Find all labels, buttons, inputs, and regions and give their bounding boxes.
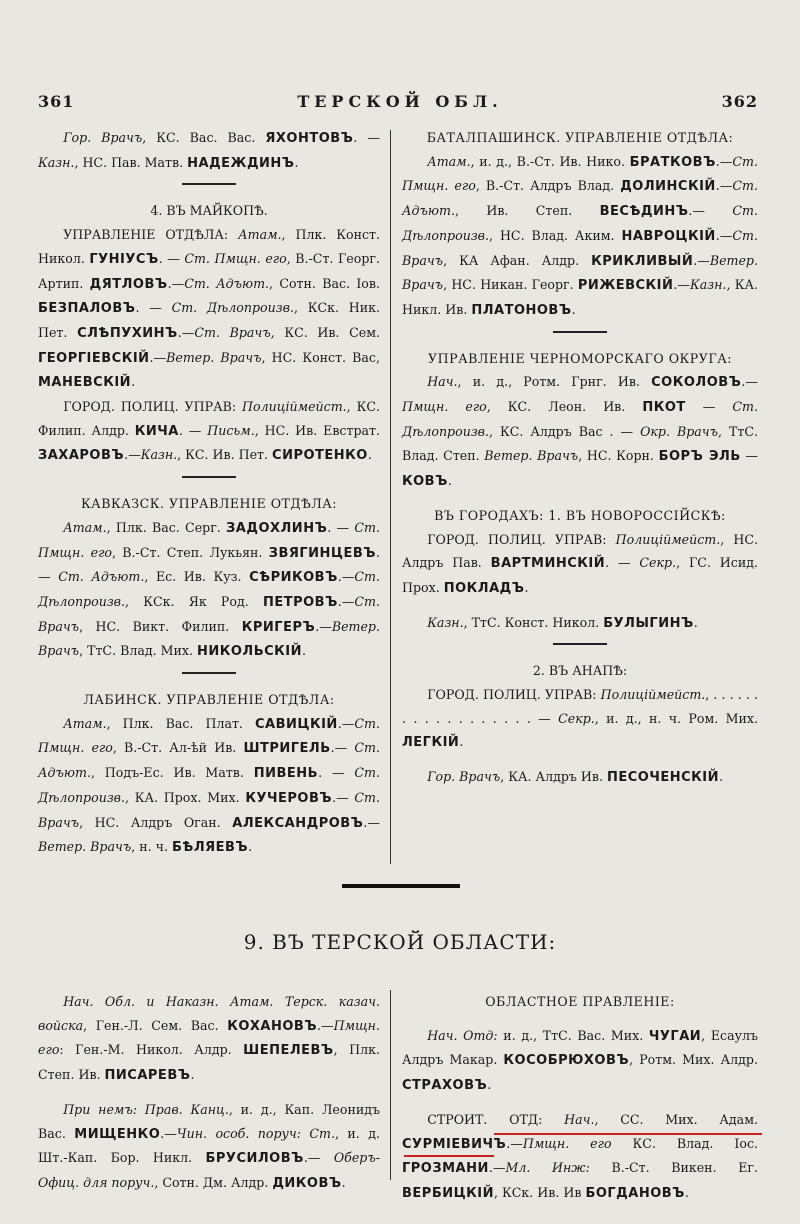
section-heading: 2. ВЪ АНАПѢ:: [532, 663, 628, 679]
paragraph: Атам., и. д., В.-Ст. Ив. Нико. БРАТКОВЪ.—Ст. Пмщн. его, В.-Ст. Алдръ Влад. ДОЛИНСКІЙ.—Ст. Адъют., Ив. Степ. ВЕСѢДИНЪ.— Ст. Дѣлопроизв., НС. Влад. Аким. НАВРОЦКІЙ.—Ст. Врачъ, КА Афан. Алдр. КРИКЛИВЫЙ.—Ветер. Врачъ, НС. Никан. Георг. РИЖЕВСКІЙ.—Казн., КА. Никл. Ив. ПЛАТОНОВЪ.: [402, 153, 759, 318]
red-underline: [494, 1133, 762, 1135]
section-heading: БАТАЛПАШИНСК. УПРАВЛЕНІЕ ОТДѢЛА:: [426, 130, 734, 145]
section-separator: [553, 643, 607, 645]
section-heading: 4. ВЪ МАЙКОПѢ.: [150, 203, 268, 219]
red-underline: [404, 1155, 494, 1157]
section-separator: [182, 476, 236, 478]
paragraph: Нач. Отд: и. д., ТтС. Вас. Мих. ЧУГАИ, Есаулъ Алдръ Макар. КОСОБРЮХОВЪ, Ротм. Мих. Алдр. СТРАХОВЪ.: [402, 1027, 758, 1094]
right-page-number: 362: [721, 92, 758, 111]
section-heading: ЛАБИНСК. УПРАВЛЕНІЕ ОТДѢЛА:: [83, 692, 335, 708]
column-divider: [390, 990, 391, 1180]
paragraph: Гор. Врачъ, КС. Вас. Вас. ЯХОНТОВЪ. — Казн., НС. Пав. Матв. НАДЕЖДИНЪ.: [38, 130, 380, 171]
paragraph: Нач. Обл. и Наказн. Атам. Терск. казач. войска, Ген.-Л. Сем. Вас. КОХАНОВЪ.—Пмщн. его: Ген.-М. Никол. Алдр. ШЕПЕЛЕВЪ, Плк. Степ. Ив. ПИСАРЕВЪ.: [38, 994, 380, 1084]
paragraph: Атам., Плк. Вас. Серг. ЗАДОХЛИНЪ. — Ст. Пмщн. его, В.-Ст. Степ. Лукьян. ЗВЯГИНЦЕВЪ. — Ст. Адъют., Ес. Ив. Куз. СѢРИКОВЪ.—Ст. Дѣлопроизв., КСк. Як Род. ПЕТРОВЪ.—Ст. Врачъ, НС. Викт. Филип. КРИГЕРЪ.—Ветер. Врачъ, ТтС. Влад. Мих. НИКОЛЬСКІЙ.: [38, 519, 380, 660]
section-heading: КАВКАЗСК. УПРАВЛЕНІЕ ОТДѢЛА:: [80, 496, 338, 512]
paragraph: Атам., Плк. Вас. Плат. САВИЦКІЙ.—Ст. Пмщн. его, В.-Ст. Ал-ѣй Ив. ШТРИГЕЛЬ.— Ст. Адъют., Подъ-Ес. Ив. Матв. ПИВЕНЬ. — Ст. Дѣлопроизв., КА. Прох. Мих. КУЧЕРОВЪ.— Ст. Врачъ, НС. Алдръ Оган. АЛЕКСАНДРОВЪ.—Ветер. Врачъ, н. ч. БѢЛЯЕВЪ.: [38, 715, 380, 856]
paragraph: УПРАВЛЕНІЕ ОТДѢЛА: Атам., Плк. Конст. Никол. ГУНІУСЪ. — Ст. Пмщн. его, В.-Ст. Георг. Артип. ДЯТЛОВЪ.—Ст. Адъют., Сотн. Вас. Іов. БЕЗПАЛОВЪ. — Ст. Дѣлопроизв., КСк. Ник. Пет. СЛѢПУХИНЪ.—Ст. Врачъ, КС. Ив. Сем. ГЕОРГІЕВСКІЙ.—Ветер. Врачъ, НС. Конст. Вас, МАНЕВСКІЙ.: [38, 227, 380, 391]
section-title: 9. ВЪ ТЕРСКОЙ ОБЛАСТИ:: [243, 930, 557, 954]
major-separator: [342, 884, 460, 888]
left-column-bottom: [38, 990, 380, 1196]
section-separator: [182, 672, 236, 674]
column-divider: [390, 130, 391, 864]
paragraph: ГОРОД. ПОЛИЦ. УПРАВ: Полиціймейст., . . . . . . . . . . . . . . . . . . — Секр., и. д., н. ч. Ром. Мих. ЛЕГКІЙ.: [402, 687, 759, 751]
paragraph: Нач., и. д., Ротм. Грнг. Ив. СОКОЛОВЪ.— Пмщн. его, КС. Леон. Ив. ПКОТ — Ст. Дѣлопроизв., КС. Алдръ Вас . — Окр. Врачъ, ТтС. Влад. Степ. Ветер. Врачъ, НС. Корн. БОРЪ ЭЛЬ — КОВЪ.: [402, 374, 759, 490]
left-page-number: 361: [38, 92, 75, 111]
paragraph: ГОРОД. ПОЛИЦ. УПРАВ: Полиціймейст., КС. Филип. Алдр. КИЧА. — Письм., НС. Ив. Евстрат. ЗАХАРОВЪ.—Казн., КС. Ив. Пет. СИРОТЕНКО.: [38, 399, 380, 464]
section-separator: [553, 331, 607, 333]
paragraph: Казн., ТтС. Конст. Никол. БУЛЫГИНЪ.: [427, 614, 698, 631]
section-heading: ВЪ ГОРОДАХЪ: 1. ВЪ НОВОРОССІЙСКѢ:: [434, 507, 726, 523]
section-separator: [182, 183, 236, 185]
section-heading: УПРАВЛЕНІЕ ЧЕРНОМОРСКАГО ОКРУГА:: [428, 350, 732, 366]
right-column-top: [402, 126, 758, 790]
left-column-top: [38, 126, 380, 860]
section-heading: ОБЛАСТНОЕ ПРАВЛЕНІЕ:: [485, 994, 675, 1009]
paragraph: При немъ: Прав. Канц., и. д., Кап. Леонидъ Вас. МИЩЕНКО.—Чин. особ. поруч: Ст., и. д. Шт.-Кап. Бор. Никл. БРУСИЛОВЪ.— Оберъ-Офиц. для поруч., Сотн. Дм. Алдр. ДИКОВЪ.: [38, 1101, 381, 1191]
paragraph: ГОРОД. ПОЛИЦ. УПРАВ: Полиціймейст., НС. Алдръ Пав. ВАРТМИНСКІЙ. — Секр., ГС. Исид. Прох. ПОКЛАДЪ.: [402, 531, 758, 596]
right-column-bottom: [402, 990, 758, 1206]
paragraph: Гор. Врачъ, КА. Алдръ Ив. ПЕСОЧЕНСКІЙ.: [427, 769, 724, 786]
running-title: ТЕРСКОЙ ОБЛ.: [297, 92, 503, 111]
paragraph: СТРОИТ. ОТД: Нач., СС. Мих. Адам. СУРМІЕВИЧЪ.—Пмщн. его КС. Влад. Іос. ГРОЗМАНИ.—Мл. Инж: В.-Ст. Викен. Ег. ВЕРБИЦКІЙ, КСк. Ив. Ив БОГДАНОВЪ.: [402, 1111, 759, 1201]
